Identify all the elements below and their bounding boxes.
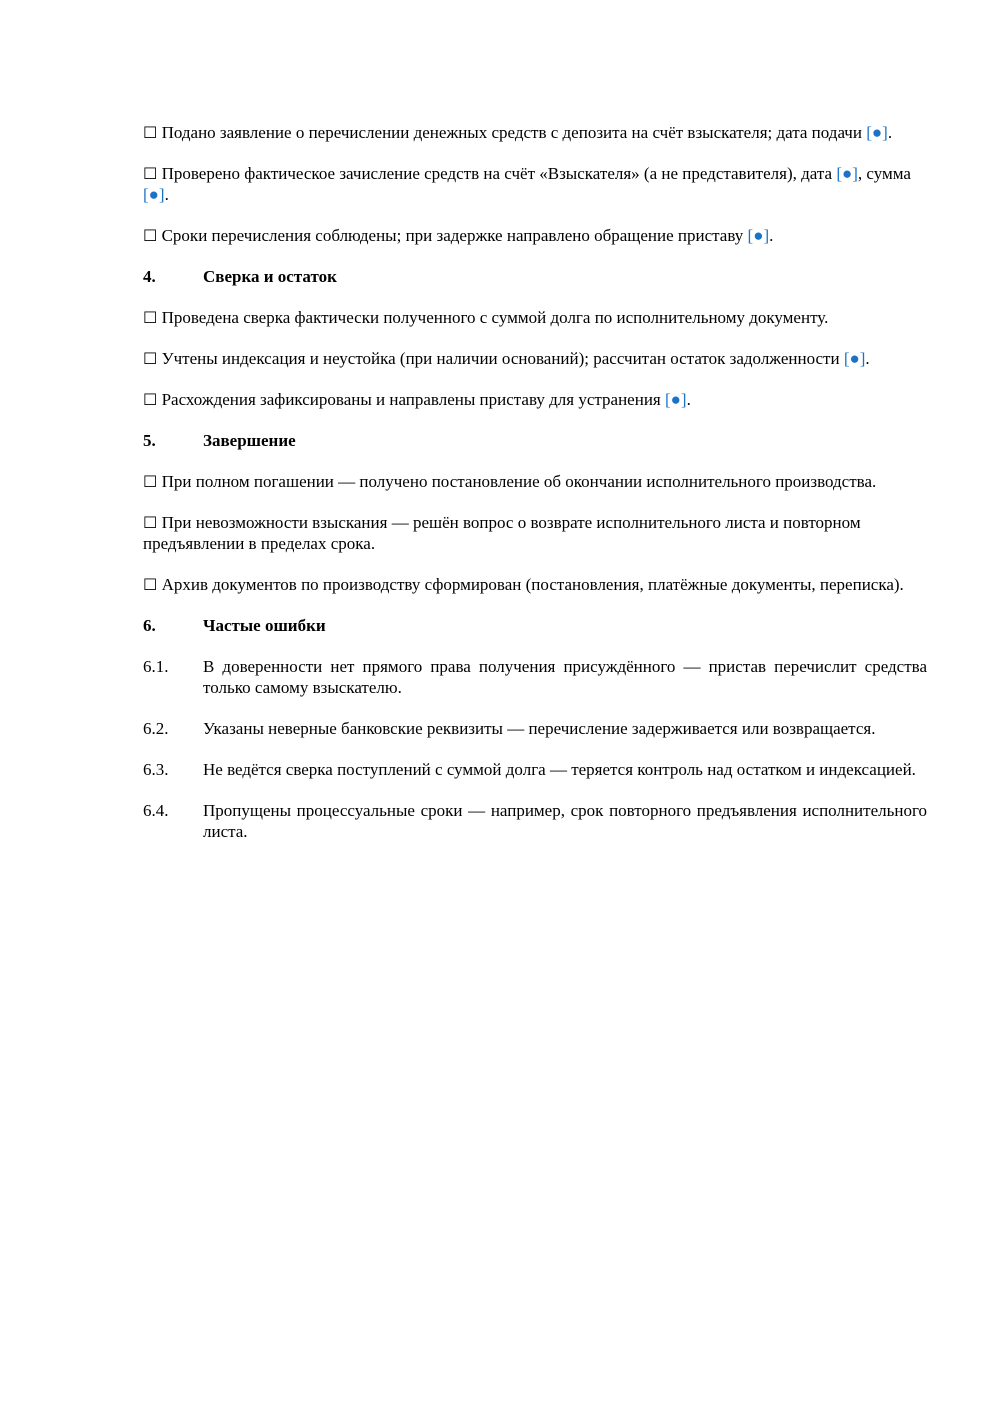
item-text: Не ведётся сверка поступлений с суммой долга — теряется контроль над остатком и индексацией.	[203, 760, 916, 779]
placeholder-mark: [●]	[843, 349, 866, 368]
checkbox-icon: ☐	[143, 513, 158, 532]
checklist-text: Расхождения зафиксированы и направлены приставу для устранения	[157, 390, 665, 409]
checkbox-icon: ☐	[143, 164, 158, 183]
checklist-text-end: .	[686, 390, 691, 409]
numbered-item	[143, 800, 927, 842]
checklist-item	[143, 389, 927, 410]
checklist-text: Архив документов по производству сформирован (постановления, платёжные документы, переписка).	[157, 575, 904, 594]
item-number: 6.2.	[143, 719, 169, 738]
placeholder-mark: [●]	[836, 164, 858, 183]
checklist-text-end: .	[865, 349, 870, 368]
section-heading	[143, 430, 927, 451]
numbered-item	[143, 656, 927, 698]
section-heading	[143, 615, 927, 636]
checklist-item	[143, 512, 927, 554]
checkbox-icon: ☐	[143, 308, 158, 327]
section-title: Сверка и остаток	[203, 267, 337, 286]
item-text: Пропущены процессуальные сроки — например, срок повторного предъявления исполнительного листа.	[203, 801, 927, 841]
section-number: 6.	[143, 616, 156, 635]
checklist-item	[143, 307, 927, 328]
checklist-text: Подано заявление о перечислении денежных средств с депозита на счёт взыскателя; дата подачи	[157, 123, 867, 142]
placeholder-mark: [●]	[665, 390, 687, 409]
placeholder-mark: [●]	[143, 185, 165, 204]
item-text: В доверенности нет прямого права получения присуждённого — пристав перечислит средства только самому взыскателю.	[203, 657, 927, 697]
checklist-text: При невозможности взыскания — решён вопрос о возврате исполнительного листа и повторном предъявлении в пределах срока.	[143, 513, 861, 553]
checkbox-icon: ☐	[143, 349, 158, 368]
placeholder-mark: [●]	[747, 226, 770, 245]
checklist-text: При полном погашении — получено постановление об окончании исполнительного производства.	[157, 472, 877, 491]
checklist-text-end: .	[164, 185, 169, 204]
section-title: Частые ошибки	[203, 616, 326, 635]
checklist-item	[143, 163, 927, 205]
checklist-item	[143, 225, 927, 246]
item-number: 6.3.	[143, 760, 169, 779]
item-number: 6.1.	[143, 657, 169, 676]
document-page	[143, 122, 927, 862]
checkbox-icon: ☐	[143, 575, 158, 594]
checkbox-icon: ☐	[143, 472, 158, 491]
checklist-text-end: .	[887, 123, 893, 142]
checklist-item	[143, 348, 927, 369]
placeholder-mark: [●]	[866, 123, 888, 142]
checklist-text: Проведена сверка фактически полученного с суммой долга по исполнительному документу.	[157, 308, 829, 327]
item-text: Указаны неверные банковские реквизиты — перечисление задерживается или возвращается.	[203, 719, 876, 738]
checklist-item	[143, 471, 927, 492]
section-heading	[143, 266, 927, 287]
checklist-text: Сроки перечисления соблюдены; при задержке направлено обращение приставу	[157, 226, 748, 245]
checklist-item	[143, 574, 927, 595]
section-number: 5.	[143, 431, 156, 450]
checklist-text-end: .	[769, 226, 774, 245]
checklist-item	[143, 122, 927, 143]
checklist-text: Учтены индексация и неустойка (при наличии оснований); рассчитан остаток задолженности	[157, 349, 844, 368]
numbered-item	[143, 759, 927, 780]
checklist-text: Проверено фактическое зачисление средств на счёт «Взыскателя» (а не представителя), дата	[157, 164, 837, 183]
checkbox-icon: ☐	[143, 390, 158, 409]
checkbox-icon: ☐	[143, 226, 158, 245]
numbered-item	[143, 718, 927, 739]
checklist-text-middle: , сумма	[857, 164, 911, 183]
checkbox-icon: ☐	[143, 123, 158, 142]
section-title: Завершение	[203, 431, 296, 450]
section-number: 4.	[143, 267, 156, 286]
item-number: 6.4.	[143, 801, 169, 820]
